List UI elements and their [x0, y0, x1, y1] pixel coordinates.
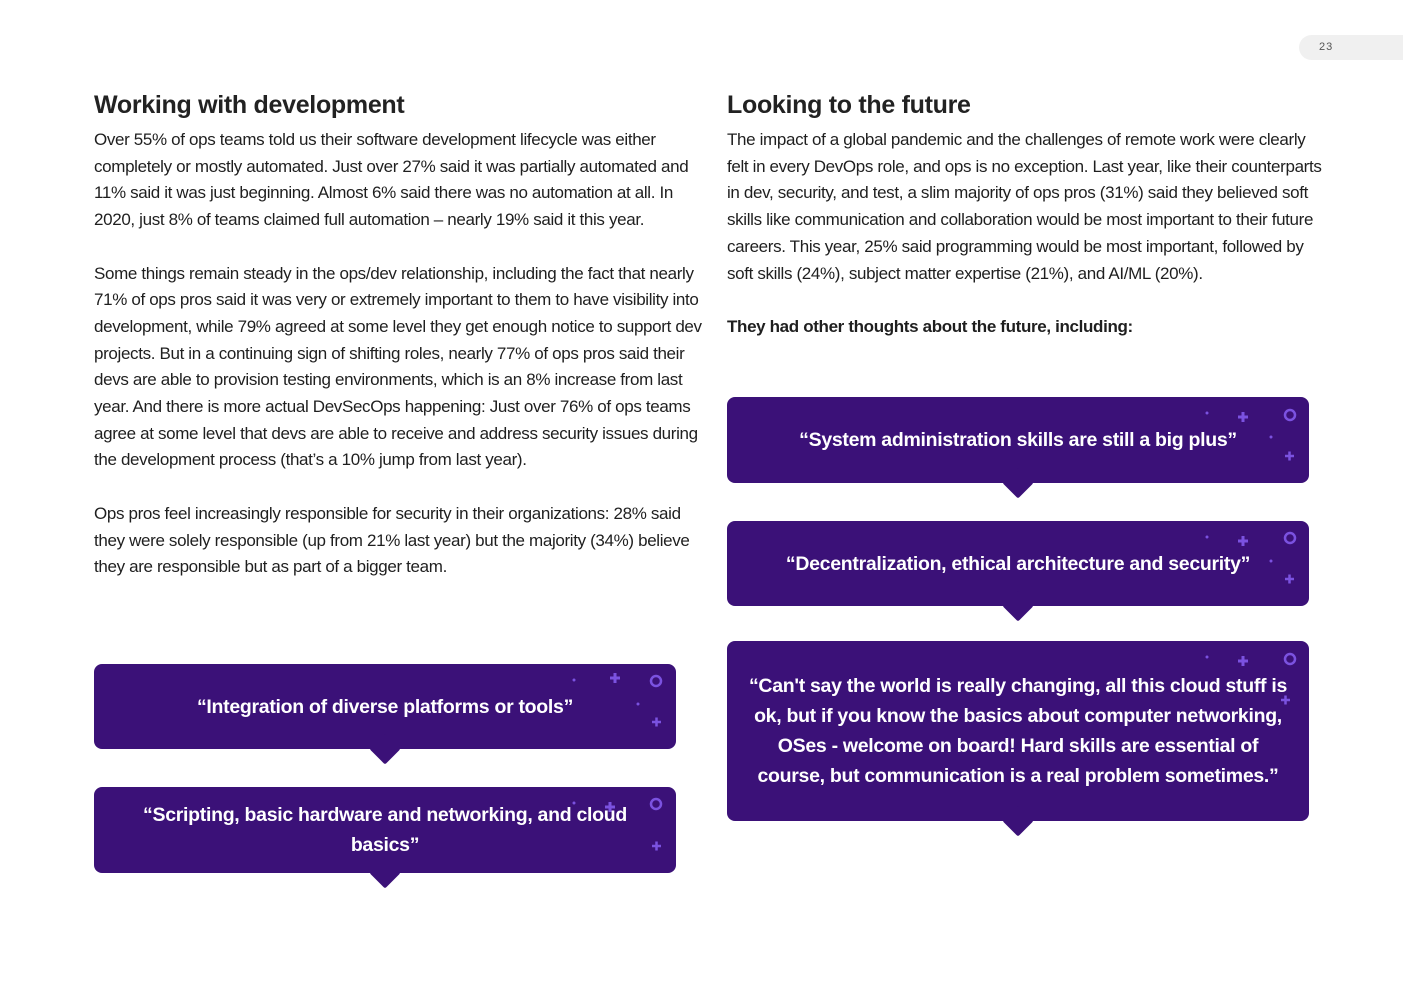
body-paragraph: Ops pros feel increasingly responsible for security in their organizations: 28% said they were solely responsible (up from 21% last year) but the majority (34%) believe they are responsible but as part of a bigger team.	[94, 503, 690, 577]
quote-callout	[94, 664, 676, 749]
quote-callout	[727, 521, 1309, 606]
body-paragraph: The impact of a global pandemic and the challenges of remote work were clearly felt in every DevOps role, and ops is no exception. Last year, like their counterparts in dev, security, and test, a slim majority of ops pros (31%) said they believed soft skills like communication and collaboration would be most important to their future careers. This year, 25% said programming would be most important, followed by soft skills (24%), subject matter expertise (21%), and AI/ML (20%).	[727, 130, 1322, 283]
quote-callout	[727, 397, 1309, 483]
quote-callout	[94, 787, 676, 873]
body-paragraph: Over 55% of ops teams told us their software development lifecycle was either completely or mostly automated. Just over 27% said it was partially automated and 11% said it was just beginning. Almost 6% said there was no automation at all. In 2020, just 8% of teams claimed full automation – nearly 19% said it this year.	[94, 130, 689, 230]
section-heading-working-with-development: Working with development	[94, 91, 405, 119]
quote-text: “Decentralization, ethical architecture and security”	[785, 552, 1251, 575]
lead-in-text: They had other thoughts about the future, including:	[727, 316, 1133, 336]
sparkle-icon	[556, 664, 676, 734]
quote-callout	[727, 641, 1309, 821]
body-paragraph: Some things remain steady in the ops/dev relationship, including the fact that nearly 71% of ops pros said it was very or extremely important to them to have visibility into development, while 79% agreed at some level they get enough notice to support dev projects. But in a continuing sign of shifting roles, nearly 77% of ops pros said their devs are able to provision testing environments, which is an 8% increase from last year. And there is more actual DevSecOps happening: Just over 76% of ops teams agree at some level that devs are able to receive and address security issues during the development process (that’s a 10% jump from last year).	[94, 263, 702, 470]
page-number: 23	[1299, 35, 1403, 60]
section-heading-looking-to-the-future: Looking to the future	[727, 91, 971, 119]
quote-text: “Can't say the world is really changing, all this cloud stuff is ok, but if you know the basics about computer networking, OSes - welcome on board! Hard skills are essential of course, but communication is a real problem sometimes.”	[748, 675, 1288, 787]
left-column	[94, 88, 702, 581]
quote-text: “System administration skills are still a big plus”	[799, 429, 1237, 451]
quote-text: “Integration of diverse platforms or tools”	[196, 695, 574, 718]
right-column	[727, 88, 1322, 341]
quote-text: “Scripting, basic hardware and networking, and cloud basics”	[143, 804, 627, 856]
